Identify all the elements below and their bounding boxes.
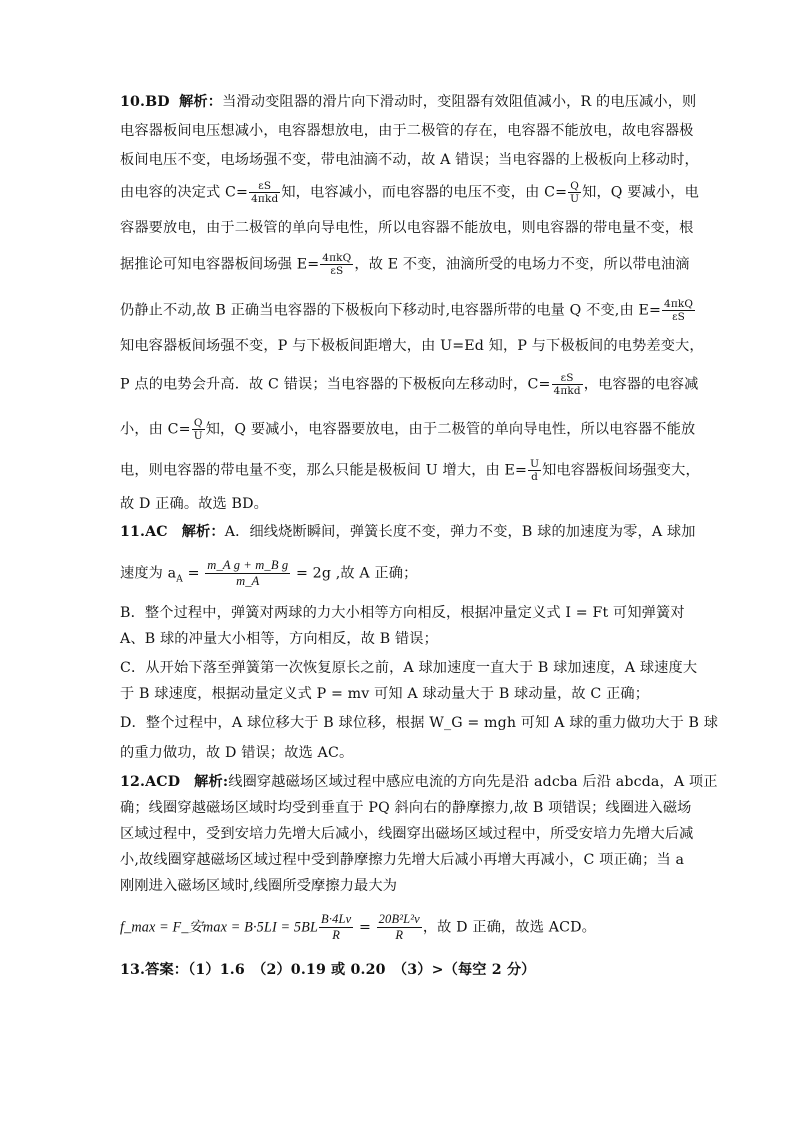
q10-line-9 <box>120 372 698 397</box>
q10-text: 知，电容减小，而电容器的电压不变，由 C= <box>281 184 568 201</box>
q11-label: 解析： <box>181 524 225 540</box>
q12-label: 解析: <box>194 774 229 790</box>
q10-line-8: 知电容器板间场强不变，P 与下极板间距增大，由 U=Ed 知，P 与下极板间的电势差变大， <box>120 338 704 354</box>
q10-line-6 <box>120 252 690 277</box>
q11-text: = 2g ,故 A 正确； <box>291 565 418 582</box>
q11-line-4: A、B 球的冲量大小相等，方向相反，故 B 错误； <box>120 631 438 647</box>
q10-text: ，故 E 不变，油滴所受的电场力不变，所以带电油滴 <box>354 256 690 273</box>
fraction <box>662 298 695 323</box>
q10-line-5: 容器要放电，由于二极管的单向导电性，所以电容器不能放电，则电容器的带电量不变，根 <box>120 220 694 236</box>
fraction <box>568 180 581 205</box>
q10-text: 知电容器板间场强变大， <box>542 462 700 479</box>
denominator: R <box>395 928 404 942</box>
q11-text: A．细线烧断瞬间，弹簧长度不变，弹力不变，B 球的加速度为零，A 球加 <box>224 524 696 540</box>
formula: f_max = F_安max = B·5LI = 5BL <box>120 919 319 936</box>
denominator: 4πkd <box>553 385 581 397</box>
q10-text: 当滑动变阻器的滑片向下滑动时，变阻器有效阻值减小，R 的电压减小，则 <box>222 94 697 110</box>
numerator: 20B²L²v <box>378 912 420 926</box>
numerator: 4πkQ <box>663 298 694 310</box>
q10-line-11 <box>120 458 700 483</box>
equals: = <box>182 565 205 582</box>
q10-text: 由电容的决定式 C= <box>120 184 249 201</box>
fraction <box>552 372 583 397</box>
denominator: U <box>570 193 580 205</box>
fraction <box>249 180 280 205</box>
q11-text: 速度为 a <box>120 565 177 582</box>
q10-text: 小，由 C= <box>120 421 191 438</box>
denominator: m_A <box>236 574 260 588</box>
q10-text: P 点的电势会升高．故 C 错误；当电容器的下极板向左移动时，C= <box>120 376 551 393</box>
denominator: 4πkd <box>251 193 279 205</box>
numerator: εS <box>249 180 280 193</box>
numerator: 4πkQ <box>322 252 352 264</box>
q11-line-7: D．整个过程中，A 球位移大于 B 球位移，根据 W_G = mgh 可知 A 球的重力做功大于 B 球 <box>120 715 719 731</box>
q11-line-3: B．整个过程中，弹簧对两球的力大小相等方向相反，根据冲量定义式 I = Ft 可知弹簧对 <box>120 605 685 621</box>
numerator: U <box>530 458 540 470</box>
q12-formula-line <box>120 912 596 943</box>
q10-text: 知，Q 要减小，电 <box>582 184 699 201</box>
numerator: m_A g + m_B g <box>207 558 289 572</box>
q12-text: 线圈穿越磁场区域过程中感应电流的方向先是沿 adcba 后沿 abcda，A 项正 <box>228 774 718 790</box>
numerator: εS <box>552 372 583 385</box>
q11-id: 11.AC <box>120 524 168 540</box>
fraction <box>319 912 353 943</box>
q11-line-2 <box>120 558 417 589</box>
q10-line-4 <box>120 180 699 205</box>
q12-line-5: 刚刚进入磁场区域时,线圈所受摩擦力最大为 <box>120 878 398 894</box>
fraction <box>528 458 541 483</box>
denominator: εS <box>330 265 344 277</box>
q12-line-4: 小,故线圈穿越磁场区域过程中受到静摩擦力先增大后减小再增大再减小，C 项正确；当 a <box>120 852 685 868</box>
q12-line-3: 区域过程中，受到安培力先增大后减小，线圈穿出磁场区域过程中，所受安培力先增大后减 <box>120 826 694 842</box>
numerator: Q <box>568 180 581 193</box>
numerator: B·4Lv <box>321 912 352 926</box>
q10-id: 10.BD <box>120 94 170 110</box>
q10-text: 电，则电容器的带电量不变，那么只能是极板间 U 增大，由 E= <box>120 462 528 479</box>
denominator: R <box>332 928 341 942</box>
q11-line-6: 于 B 球速度，根据动量定义式 P = mv 可知 A 球动量大于 B 球动量，故 C 正确； <box>120 686 650 702</box>
fraction <box>192 417 205 442</box>
q10-text: 知，Q 要减小，电容器要放电，由于二极管的单向导电性，所以电容器不能放 <box>205 421 696 438</box>
fraction <box>205 558 290 589</box>
subscript: A <box>176 574 183 585</box>
q10-line-1 <box>120 92 696 112</box>
q10-line-12: 故 D 正确。故选 BD。 <box>120 496 268 512</box>
q10-line-2: 电容器板间电压想减小，电容器想放电，由于二极管的存在，电容器不能放电，故电容器极 <box>120 123 694 139</box>
q11-line-8: 的重力做功，故 D 错误；故选 AC。 <box>120 745 354 761</box>
q10-line-3: 板间电压不变，电场场强不变，带电油滴不动，故 A 错误；当电容器的上极板向上移动时， <box>120 152 699 168</box>
q10-text: ，电容器的电容减 <box>583 376 699 393</box>
q11-line-1 <box>120 522 696 542</box>
denominator: d <box>531 471 539 483</box>
q10-text: 据推论可知电容器板间场强 E= <box>120 256 320 273</box>
q13-answer: 13.答案：（1）1.6 （2）0.19 或 0.20 （3）>（每空 2 分） <box>120 962 536 978</box>
equals: = <box>354 919 376 936</box>
q10-label: 解析： <box>179 94 223 110</box>
q12-id: 12.ACD <box>120 774 181 790</box>
fraction <box>377 912 422 943</box>
q11-line-5: C．从开始下落至弹簧第一次恢复原长之前，A 球加速度一直大于 B 球加速度，A 球速度大 <box>120 660 698 676</box>
q10-line-10 <box>120 417 695 442</box>
q12-text: ，故 D 正确，故选 ACD。 <box>422 919 596 936</box>
numerator: Q <box>192 417 205 430</box>
q12-line-1 <box>120 772 718 792</box>
q10-text: 仍静止不动,故 B 正确当电容器的下极板向下移动时,电容器所带的电量 Q 不变,由 E= <box>120 302 661 319</box>
fraction <box>320 252 353 277</box>
denominator: εS <box>672 311 686 323</box>
q10-line-7 <box>120 298 696 323</box>
q12-line-2: 确；线圈穿越磁场区域时均受到垂直于 PQ 斜向右的静摩擦力,故 B 项错误；线圈进入磁场 <box>120 800 692 816</box>
denominator: U <box>193 430 203 442</box>
